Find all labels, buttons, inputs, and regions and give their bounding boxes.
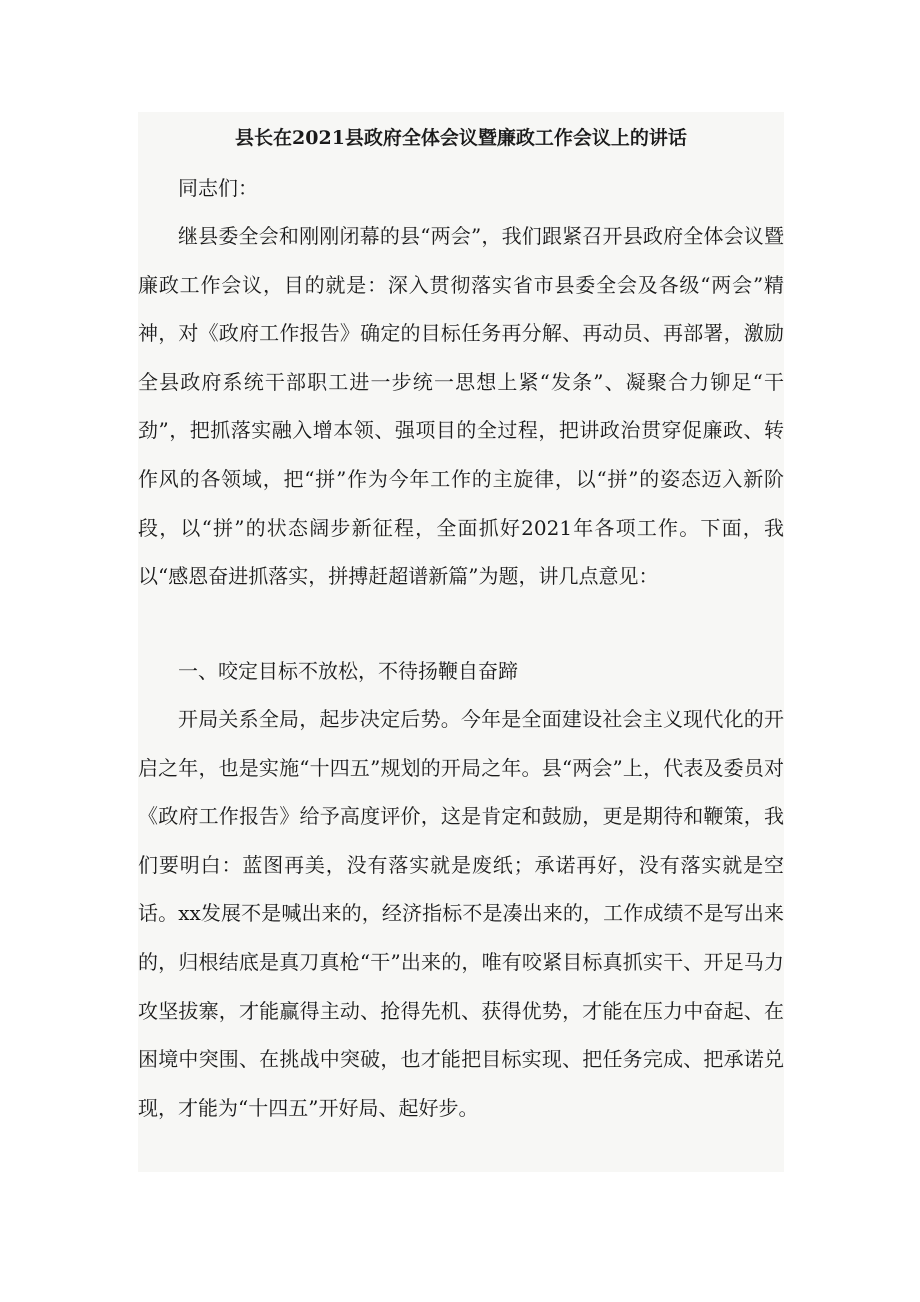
document-page — [138, 112, 784, 1172]
section-heading-1: 一、咬定目标不放松，不待扬鞭自奋蹄 — [178, 659, 518, 683]
section-1-paragraph: 开局关系全局，起步决定后势。今年是全面建设社会主义现代化的开启之年，也是实施“十四五”规划的开局之年。县“两会”上，代表及委员对《政府工作报告》给予高度评价，这是肯定和鼓励，更是期待和鞭策，我们要明白：蓝图再美，没有落实就是废纸；承诺再好，没有落实就是空话。xx发展不是喊出来的，经济指标不是凑出来的，工作成绩不是写出来的，归根结底是真刀真枪“干”出来的，唯有咬紧目标真抓实干、开足马力攻坚拔寨，才能赢得主动、抢得先机、获得优势，才能在压力中奋起、在困境中突围、在挑战中突破，也才能把目标实现、把任务完成、把承诺兑现，才能为“十四五”开好局、起好步。 — [138, 707, 784, 1120]
document-title: 县长在2021县政府全体会议暨廉政工作会议上的讲话 — [235, 127, 687, 149]
greeting: 同志们： — [178, 176, 258, 200]
intro-paragraph: 继县委全会和刚刚闭幕的县“两会”，我们跟紧召开县政府全体会议暨廉政工作会议，目的就是：深入贯彻落实省市县委全会及各级“两会”精神，对《政府工作报告》确定的目标任务再分解、再动员、再部署，激励全县政府系统干部职工进一步统一思想上紧“发条”、凝聚合力铆足“干劲”，把抓落实融入增本领、强项目的全过程，把讲政治贯穿促廉政、转作风的各领域，把“拼”作为今年工作的主旋律，以“拼”的姿态迈入新阶段，以“拼”的状态阔步新征程，全面抓好2021年各项工作。下面，我以“感恩奋进抓落实，拼搏赶超谱新篇”为题，讲几点意见： — [138, 224, 784, 589]
